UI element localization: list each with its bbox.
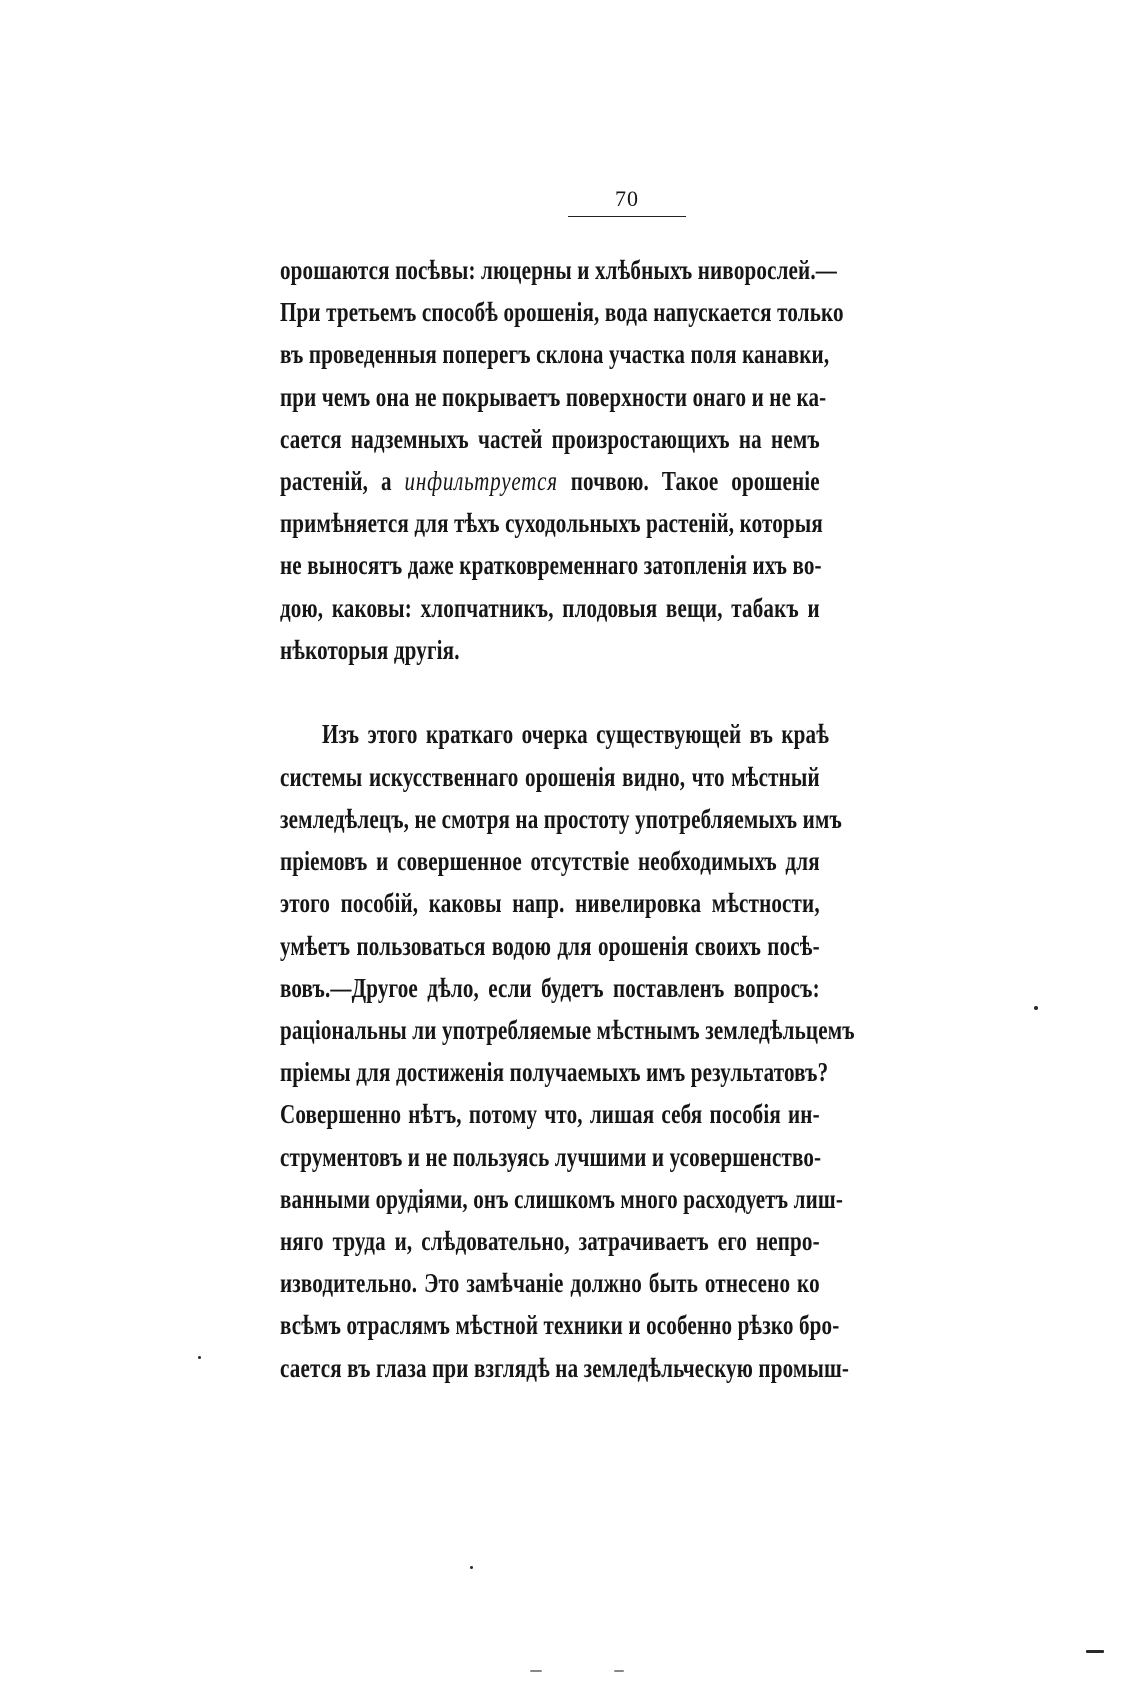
text-line: дою, каковы: хлопчатникъ, плодовыя вещи, табакъ и (280, 593, 820, 623)
text-line: сается надземныхъ частей произростающихъ на немъ (280, 424, 820, 454)
text-fragment: растеній, а (280, 466, 392, 496)
text-line: струментовъ и не пользуясь лучшими и усовершенство- (280, 1142, 822, 1172)
text-line: Совершенно нѣтъ, потому что, лишая себя пособія ин- (280, 1099, 820, 1129)
text-line: сается въ глаза при взглядѣ на земледѣльческую промыш- (280, 1353, 850, 1383)
text-line: умѣетъ пользоваться водою для орошенія своихъ посѣ- (280, 931, 820, 961)
text-fragment: почвою. Такое орошеніе (570, 466, 820, 496)
text-line: ванными орудіями, онъ слишкомъ много расходуетъ лиш- (280, 1184, 844, 1214)
text-line: изводительно. Это замѣчаніе должно быть отнесено ко (280, 1268, 820, 1298)
text-line: при чемъ она не покрываетъ поверхности онаго и не ка- (280, 382, 827, 412)
scan-speck (1086, 1650, 1104, 1653)
emphasized-word: инфильтруется (404, 466, 558, 496)
scan-speck (614, 1670, 624, 1672)
text-line: При третьемъ способѣ орошенія, вода напускается только (280, 297, 844, 327)
text-line: пріемовъ и совершенное отсутствіе необходимыхъ для (280, 846, 820, 876)
text-line: орошаются посѣвы: люцерны и хлѣбныхъ нивopocлeй.— (280, 255, 837, 285)
scan-speck (198, 1356, 201, 1359)
scan-speck (530, 1670, 542, 1672)
scan-speck (470, 1566, 473, 1569)
text-line: не выносятъ даже кратковременнаго затопленія ихъ во- (280, 550, 822, 580)
text-line: пріемы для достиженія получаемыхъ имъ результатовъ? (280, 1057, 829, 1087)
text-line: системы искусственнаго орошенія видно, что мѣстный (280, 762, 820, 792)
scan-speck (1034, 1006, 1038, 1010)
text-line: вовъ.—Другое дѣло, если будетъ поставленъ вопросъ: (280, 973, 820, 1003)
text-line: въ проведенныя поперегъ склона участка поля канавки, (280, 339, 830, 369)
page-number-rule (568, 216, 686, 217)
text-line: няго труда и, слѣдовательно, затрачиваетъ его непро- (280, 1226, 820, 1256)
text-line: Изъ этого краткаго очерка существующей въ краѣ (322, 719, 829, 749)
text-line: этого пособій, каковы напр. нивелировка мѣстности, (280, 888, 820, 918)
text-line: всѣмъ отраслямъ мѣстной техники и особенно рѣзко бро- (280, 1310, 840, 1340)
text-line: земледѣлецъ, не смотря на простоту употребляемыхъ имъ (280, 804, 842, 834)
page-number: 70 (615, 186, 639, 211)
text-line: примѣняется для тѣхъ суходольныхъ растеній, которыя (280, 508, 823, 538)
text-line: раціональны ли употребляемые мѣстнымъ земледѣльцемъ (280, 1015, 855, 1045)
text-line-with-emphasis (280, 459, 820, 503)
text-line: нѣкоторыя другія. (280, 635, 460, 665)
